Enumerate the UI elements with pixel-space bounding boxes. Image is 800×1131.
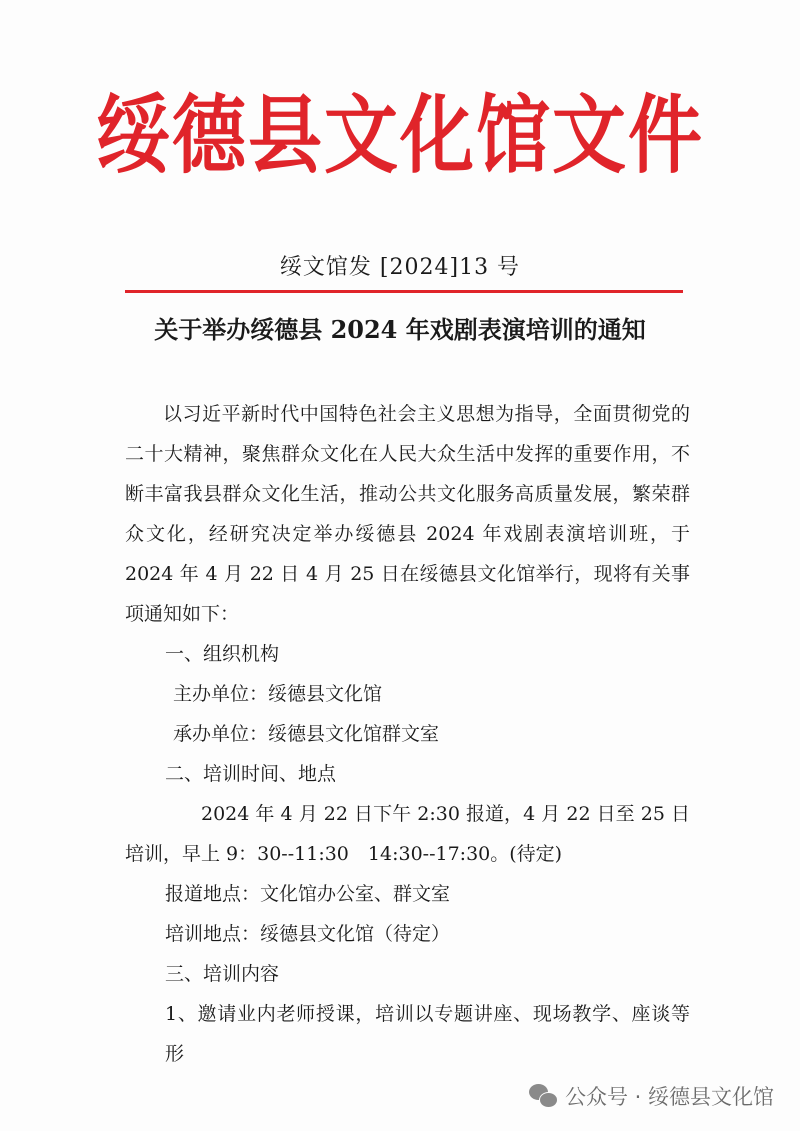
intro-paragraph: 以习近平新时代中国特色社会主义思想为指导，全面贯彻党的二十大精神，聚焦群众文化在人民大众生活中发挥的重要作用，不断丰富我县群众文化生活，推动公共文化服务高质量发展，繁荣群众文化，经研究决定举办绥德县 2024 年戏剧表演培训班，于 2024 年 4 月 22 日 4 月 25 日在绥德县文化馆举行，现将有关事项通知如下： xyxy=(125,403,690,625)
section-heading-time-place: 二、培训时间、地点 xyxy=(165,763,337,785)
section-heading-content: 三、培训内容 xyxy=(165,963,280,985)
watermark-text: 公众号 · 绥德县文化馆 xyxy=(564,1085,774,1109)
red-divider-line xyxy=(125,290,683,293)
undertaker-line: 承办单位：绥德县文化馆群文室 xyxy=(173,723,440,745)
document-body xyxy=(125,394,690,1074)
wechat-watermark xyxy=(529,1081,774,1111)
section-heading-organization: 一、组织机构 xyxy=(165,643,280,665)
report-location-line: 报道地点：文化馆办公室、群文室 xyxy=(165,883,451,905)
organizer-line: 主办单位：绥德县文化馆 xyxy=(173,683,383,705)
training-location-line: 培训地点：绥德县文化馆（待定） xyxy=(165,923,451,945)
notice-title: 关于举办绥德县 2024 年戏剧表演培训的通知 xyxy=(154,315,646,344)
wechat-icon xyxy=(529,1084,557,1108)
document-number: 绥文馆发 [2024]13 号 xyxy=(279,255,521,280)
content-item-1: 1、邀请业内老师授课，培训以专题讲座、现场教学、座谈等形 xyxy=(165,1003,690,1065)
schedule-paragraph: 2024 年 4 月 22 日下午 2:30 报道，4 月 22 日至 25 日培训，早上 9：30--11:30 14:30--17:30。(待定) xyxy=(125,803,690,865)
document-header-title: 绥德县文化馆文件 xyxy=(96,86,704,186)
